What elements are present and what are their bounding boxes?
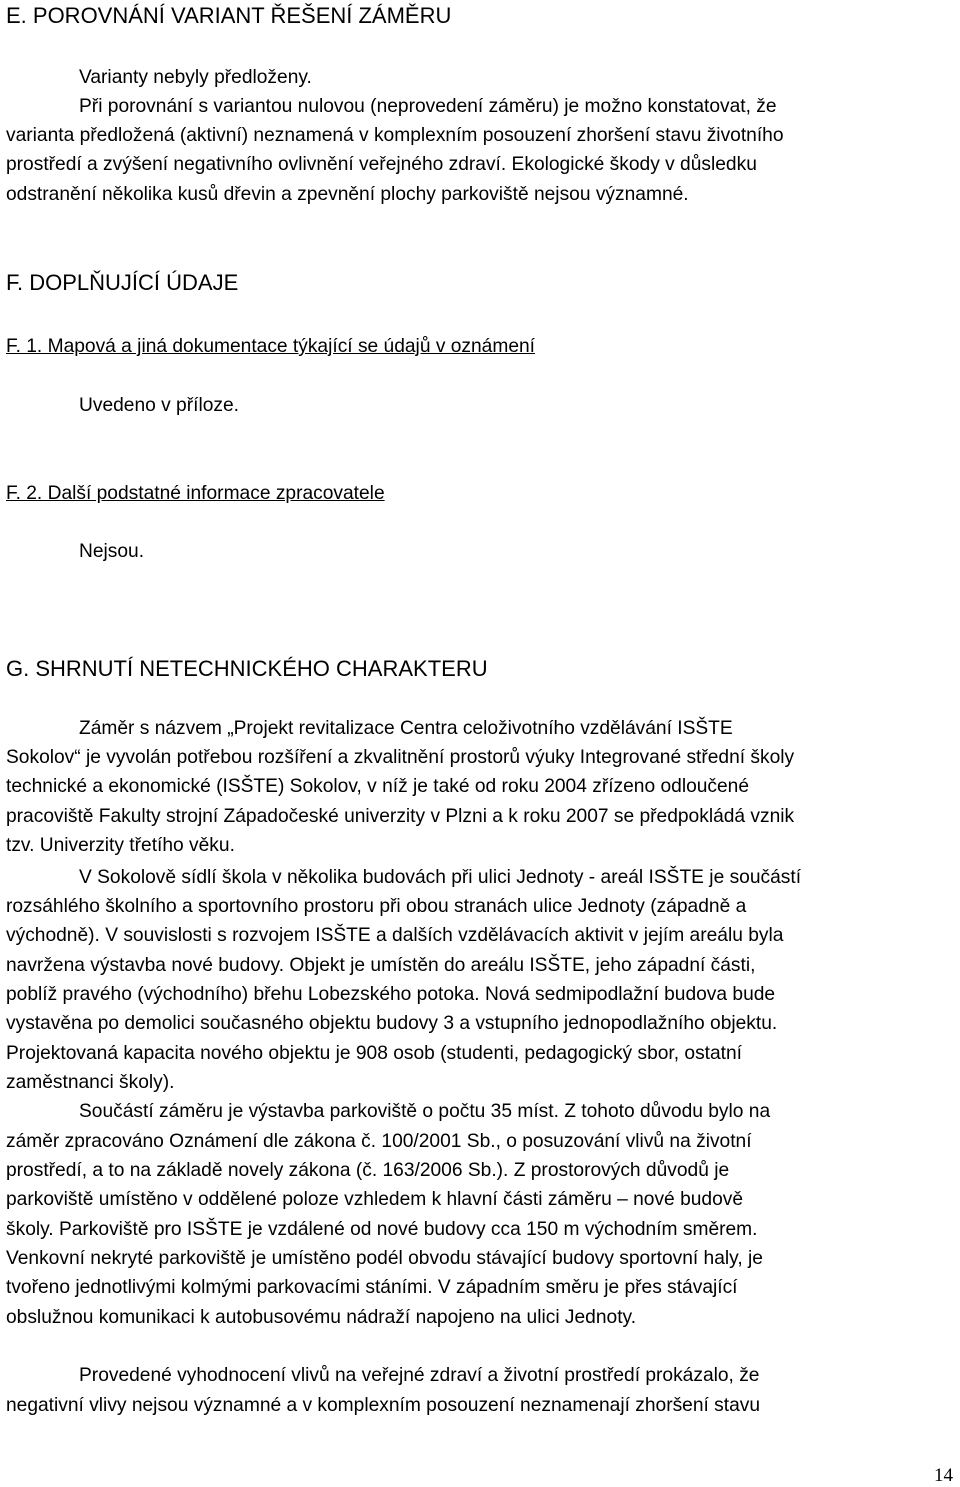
paragraph-g-line: rozsáhlého školního a sportovního prostoru při obou stranách ulice Jednoty (západně a bbox=[6, 896, 747, 917]
paragraph-g-line: tvořeno jednotlivými kolmými parkovacími stáními. V západním směru je přes stávající bbox=[6, 1277, 738, 1298]
paragraph-g-line: školy. Parkoviště pro ISŠTE je vzdálené od nové budovy cca 150 m východním směrem. bbox=[6, 1219, 758, 1240]
paragraph-g-line: Sokolov“ je vyvolán potřebou rozšíření a zkvalitnění prostorů výuky Integrované střední školy bbox=[6, 747, 795, 768]
paragraph-g-final-line: Provedené vyhodnocení vlivů na veřejné zdraví a životní prostředí prokázalo, že bbox=[79, 1365, 760, 1386]
paragraph-g-line: prostředí, a to na základě novely zákona (č. 163/2006 Sb.). Z prostorových důvodů je bbox=[6, 1160, 730, 1181]
paragraph-g-line: Záměr s názvem „Projekt revitalizace Centra celoživotního vzdělávání ISŠTE bbox=[79, 718, 733, 739]
paragraph-g-line: obslužnou komunikaci k autobusovému nádraží napojeno na ulici Jednoty. bbox=[6, 1307, 637, 1328]
text-f1: Uvedeno v příloze. bbox=[79, 395, 239, 416]
subheading-f2: F. 2. Další podstatné informace zpracovatele bbox=[6, 483, 385, 504]
heading-e: E. POROVNÁNÍ VARIANT ŘEŠENÍ ZÁMĚRU bbox=[6, 3, 452, 28]
paragraph-g-line: poblíž pravého (východního) břehu Lobezského potoka. Nová sedmipodlažní budova bude bbox=[6, 984, 776, 1005]
paragraph-e-line: Při porovnání s variantou nulovou (neprovedení záměru) je možno konstatovat, že bbox=[79, 96, 777, 117]
paragraph-g-line: vystavěna po demolici současného objektu budovy 3 a vstupního jednopodlažního objektu. bbox=[6, 1013, 778, 1034]
heading-g: G. SHRNUTÍ NETECHNICKÉHO CHARAKTERU bbox=[6, 656, 488, 681]
page-number: 14 bbox=[934, 1465, 953, 1486]
heading-f: F. DOPLŇUJÍCÍ ÚDAJE bbox=[6, 270, 239, 295]
paragraph-e-line: odstranění několika kusů dřevin a zpevnění plochy parkoviště nejsou významné. bbox=[6, 184, 689, 205]
paragraph-g-line: zaměstnanci školy). bbox=[6, 1072, 175, 1093]
paragraph-e-line: prostředí a zvýšení negativního ovlivnění veřejného zdraví. Ekologické škody v důsledku bbox=[6, 154, 757, 175]
paragraph-g-line: technické a ekonomické (ISŠTE) Sokolov, v níž je také od roku 2004 zřízeno odloučené bbox=[6, 776, 750, 797]
paragraph-g-final-line: negativní vlivy nejsou významné a v komplexním posouzení neznamenají zhoršení stavu bbox=[6, 1395, 761, 1416]
paragraph-g-line: pracoviště Fakulty strojní Západočeské univerzity v Plzni a k roku 2007 se předpokládá vznik bbox=[6, 806, 795, 827]
paragraph-g-line: východně). V souvislosti s rozvojem ISŠTE a dalších vzdělávacích aktivit v jejím areálu byla bbox=[6, 925, 784, 946]
paragraph-g-line: navržena výstavba nové budovy. Objekt je umístěn do areálu ISŠTE, jeho západní části, bbox=[6, 955, 756, 976]
subheading-f1: F. 1. Mapová a jiná dokumentace týkající se údajů v oznámení bbox=[6, 336, 536, 357]
paragraph-g-line: záměr zpracováno Oznámení dle zákona č. 100/2001 Sb., o posuzování vlivů na životní bbox=[6, 1131, 752, 1152]
paragraph-g-line: Venkovní nekryté parkoviště je umístěno podél obvodu stávající budovy sportovní haly, je bbox=[6, 1248, 763, 1269]
text-f2: Nejsou. bbox=[79, 541, 145, 562]
paragraph-g-line: parkoviště umístěno v oddělené poloze vzhledem k hlavní části záměru – nové budově bbox=[6, 1189, 744, 1210]
paragraph-g-line: tzv. Univerzity třetího věku. bbox=[6, 835, 235, 856]
paragraph-g-line: Součástí záměru je výstavba parkoviště o počtu 35 míst. Z tohoto důvodu bylo na bbox=[79, 1101, 771, 1122]
paragraph-e-line: varianta předložená (aktivní) neznamená v komplexním posouzení zhoršení stavu životního bbox=[6, 125, 784, 146]
paragraph-e-variants: Varianty nebyly předloženy. bbox=[79, 67, 312, 88]
paragraph-g-line: V Sokolově sídlí škola v několika budovách při ulici Jednoty - areál ISŠTE je součástí bbox=[79, 867, 802, 888]
paragraph-g-line: Projektovaná kapacita nového objektu je 908 osob (studenti, pedagogický sbor, ostatní bbox=[6, 1043, 743, 1064]
